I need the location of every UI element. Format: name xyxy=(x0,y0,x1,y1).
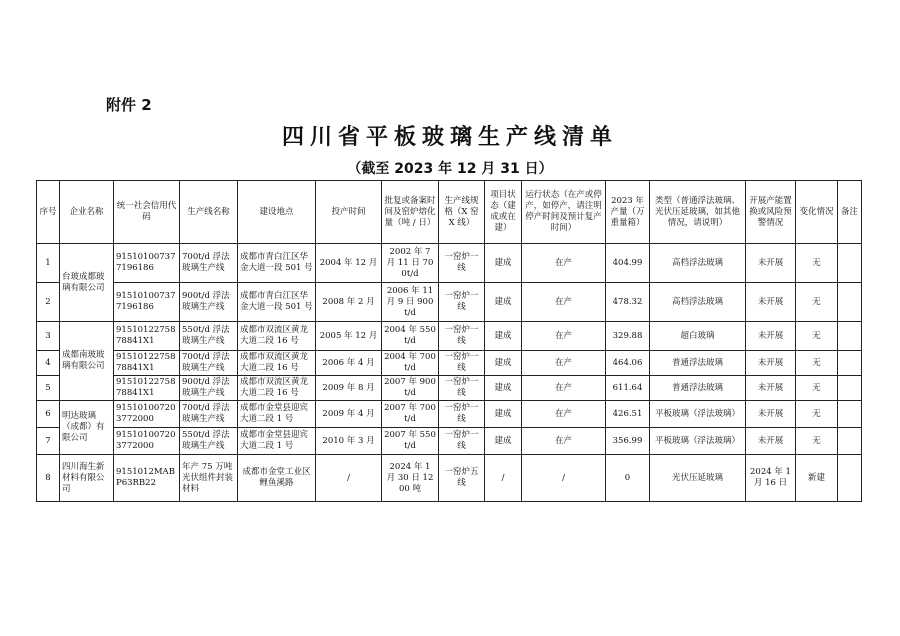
cell-note xyxy=(838,376,862,401)
cell-operation: 在产 xyxy=(522,401,606,428)
column-header: 开展产能置换或风险预警情况 xyxy=(746,181,796,244)
cell-start: 2010 年 3 月 xyxy=(316,428,382,455)
cell-approval: 2024 年 1 月 30 日 1200 吨 xyxy=(382,455,439,502)
column-header: 运行状态（在产或停产，如停产，请注明停产时间及预计复产时间） xyxy=(522,181,606,244)
cell-company: 明达玻璃（成都）有限公司 xyxy=(60,401,114,455)
cell-replace: 未开展 xyxy=(746,401,796,428)
cell-company: 成都南玻玻璃有限公司 xyxy=(60,322,114,401)
table-row xyxy=(37,401,862,428)
cell-line: 550t/d 浮法玻璃生产线 xyxy=(180,322,238,351)
cell-type: 光伏压延玻璃 xyxy=(650,455,746,502)
cell-spec: 一窑炉一线 xyxy=(439,401,485,428)
cell-code: 915101007377196186 xyxy=(114,283,180,322)
cell-output: 464.06 xyxy=(606,351,650,376)
cell-spec: 一窑炉一线 xyxy=(439,376,485,401)
cell-output: 611.64 xyxy=(606,376,650,401)
cell-spec: 一窑炉一线 xyxy=(439,322,485,351)
cell-approval: 2002 年 7 月 11 日 700t/d xyxy=(382,244,439,283)
cell-line: 900t/d 浮法玻璃生产线 xyxy=(180,376,238,401)
cell-no: 3 xyxy=(37,322,60,351)
column-header: 批复或备案时间及窑炉熔化量（吨 / 日） xyxy=(382,181,439,244)
cell-start: / xyxy=(316,455,382,502)
cell-location: 成都市青白江区华金大道一段 501 号 xyxy=(238,283,316,322)
cell-replace: 未开展 xyxy=(746,322,796,351)
cell-start: 2005 年 12 月 xyxy=(316,322,382,351)
cell-change: 无 xyxy=(796,376,838,401)
cell-spec: 一窑炉一线 xyxy=(439,283,485,322)
production-line-table xyxy=(36,180,862,502)
column-header: 生产线名称 xyxy=(180,181,238,244)
cell-location: 成都市双流区黄龙大道二段 16 号 xyxy=(238,322,316,351)
table-row xyxy=(37,283,862,322)
cell-no: 8 xyxy=(37,455,60,502)
cell-change: 无 xyxy=(796,322,838,351)
cell-type: 高档浮法玻璃 xyxy=(650,283,746,322)
table-header-row xyxy=(37,181,862,244)
cell-location: 成都市金堂县迎宾大道二段 1 号 xyxy=(238,401,316,428)
cell-type: 平板玻璃（浮法玻璃） xyxy=(650,401,746,428)
cell-no: 5 xyxy=(37,376,60,401)
cell-status: 建成 xyxy=(485,428,522,455)
cell-replace: 未开展 xyxy=(746,283,796,322)
cell-line: 700t/d 浮法玻璃生产线 xyxy=(180,351,238,376)
cell-operation: 在产 xyxy=(522,428,606,455)
column-header: 变化情况 xyxy=(796,181,838,244)
cell-note xyxy=(838,401,862,428)
cell-company: 台玻成都玻璃有限公司 xyxy=(60,244,114,322)
cell-type: 高档浮法玻璃 xyxy=(650,244,746,283)
cell-change: 无 xyxy=(796,244,838,283)
attachment-label: 附件 2 xyxy=(106,96,152,114)
cell-status: 建成 xyxy=(485,322,522,351)
table-row xyxy=(37,244,862,283)
cell-start: 2006 年 4 月 xyxy=(316,351,382,376)
cell-status: 建成 xyxy=(485,244,522,283)
cell-line: 年产 75 万吨光伏组件封装材料 xyxy=(180,455,238,502)
cell-line: 700t/d 浮法玻璃生产线 xyxy=(180,244,238,283)
cell-no: 6 xyxy=(37,401,60,428)
cell-approval: 2004 年 700t/d xyxy=(382,351,439,376)
cell-output: 329.88 xyxy=(606,322,650,351)
cell-status: 建成 xyxy=(485,401,522,428)
column-header: 项目状态（建成或在建） xyxy=(485,181,522,244)
cell-approval: 2006 年 11 月 9 日 900t/d xyxy=(382,283,439,322)
cell-operation: 在产 xyxy=(522,283,606,322)
cell-line: 550t/d 浮法玻璃生产线 xyxy=(180,428,238,455)
cell-note xyxy=(838,244,862,283)
cell-type: 平板玻璃（浮法玻璃） xyxy=(650,428,746,455)
cell-note xyxy=(838,351,862,376)
cell-status: 建成 xyxy=(485,283,522,322)
cell-location: 成都市青白江区华金大道一段 501 号 xyxy=(238,244,316,283)
document-subtitle: （截至 2023 年 12 月 31 日） xyxy=(347,161,553,177)
table-row xyxy=(37,376,862,401)
cell-code: 915101007377196186 xyxy=(114,244,180,283)
cell-start: 2009 年 8 月 xyxy=(316,376,382,401)
cell-location: 成都市金堂县迎宾大道二段 1 号 xyxy=(238,428,316,455)
cell-approval: 2004 年 550t/d xyxy=(382,322,439,351)
column-header: 序号 xyxy=(37,181,60,244)
cell-output: 478.32 xyxy=(606,283,650,322)
cell-spec: 一窑炉一线 xyxy=(439,428,485,455)
cell-start: 2004 年 12 月 xyxy=(316,244,382,283)
cell-change: 无 xyxy=(796,283,838,322)
cell-location: 成都市金堂工业区鲤鱼溪路 xyxy=(238,455,316,502)
column-header: 生产线规格（X 窑 X 线） xyxy=(439,181,485,244)
cell-company: 四川海生新材料有限公司 xyxy=(60,455,114,502)
column-header: 统一社会信用代码 xyxy=(114,181,180,244)
cell-note xyxy=(838,283,862,322)
cell-start: 2008 年 2 月 xyxy=(316,283,382,322)
cell-code: 9151012MABP63RB22 xyxy=(114,455,180,502)
table-row xyxy=(37,351,862,376)
cell-spec: 一窑炉五线 xyxy=(439,455,485,502)
cell-note xyxy=(838,428,862,455)
cell-operation: 在产 xyxy=(522,322,606,351)
column-header: 类型（普通浮法玻璃、光伏压延玻璃，如其他情况，请说明） xyxy=(650,181,746,244)
cell-code: 9151012275878841X1 xyxy=(114,351,180,376)
cell-approval: 2007 年 900t/d xyxy=(382,376,439,401)
column-header: 投产时间 xyxy=(316,181,382,244)
cell-no: 4 xyxy=(37,351,60,376)
column-header: 建设地点 xyxy=(238,181,316,244)
cell-type: 普通浮法玻璃 xyxy=(650,351,746,376)
cell-operation: 在产 xyxy=(522,351,606,376)
cell-change: 无 xyxy=(796,401,838,428)
cell-approval: 2007 年 700t/d xyxy=(382,401,439,428)
column-header: 备注 xyxy=(838,181,862,244)
column-header: 2023 年产量（万重量箱） xyxy=(606,181,650,244)
cell-replace: 未开展 xyxy=(746,376,796,401)
cell-status: / xyxy=(485,455,522,502)
cell-note xyxy=(838,455,862,502)
cell-operation: 在产 xyxy=(522,376,606,401)
cell-replace: 未开展 xyxy=(746,244,796,283)
cell-type: 超白玻璃 xyxy=(650,322,746,351)
cell-location: 成都市双流区黄龙大道二段 16 号 xyxy=(238,376,316,401)
cell-change: 无 xyxy=(796,351,838,376)
cell-replace: 未开展 xyxy=(746,428,796,455)
table-row xyxy=(37,428,862,455)
cell-output: 426.51 xyxy=(606,401,650,428)
cell-note xyxy=(838,322,862,351)
cell-spec: 一窑炉一线 xyxy=(439,244,485,283)
cell-type: 普通浮法玻璃 xyxy=(650,376,746,401)
cell-replace: 2024 年 1 月 16 日 xyxy=(746,455,796,502)
cell-line: 900t/d 浮法玻璃生产线 xyxy=(180,283,238,322)
cell-status: 建成 xyxy=(485,351,522,376)
cell-code: 915101007203772000 xyxy=(114,428,180,455)
cell-no: 2 xyxy=(37,283,60,322)
cell-no: 7 xyxy=(37,428,60,455)
cell-replace: 未开展 xyxy=(746,351,796,376)
cell-operation: 在产 xyxy=(522,244,606,283)
cell-code: 9151012275878841X1 xyxy=(114,376,180,401)
cell-location: 成都市双流区黄龙大道二段 16 号 xyxy=(238,351,316,376)
cell-line: 700t/d 浮法玻璃生产线 xyxy=(180,401,238,428)
cell-change: 无 xyxy=(796,428,838,455)
cell-code: 915101007203772000 xyxy=(114,401,180,428)
cell-output: 404.99 xyxy=(606,244,650,283)
table-row xyxy=(37,455,862,502)
column-header: 企业名称 xyxy=(60,181,114,244)
cell-change: 新建 xyxy=(796,455,838,502)
cell-output: 356.99 xyxy=(606,428,650,455)
document-title: 四川省平板玻璃生产线清单 xyxy=(281,125,618,150)
cell-status: 建成 xyxy=(485,376,522,401)
table-row xyxy=(37,322,862,351)
cell-output: 0 xyxy=(606,455,650,502)
cell-start: 2009 年 4 月 xyxy=(316,401,382,428)
cell-approval: 2007 年 550t/d xyxy=(382,428,439,455)
cell-spec: 一窑炉一线 xyxy=(439,351,485,376)
cell-operation: / xyxy=(522,455,606,502)
cell-no: 1 xyxy=(37,244,60,283)
cell-code: 9151012275878841X1 xyxy=(114,322,180,351)
